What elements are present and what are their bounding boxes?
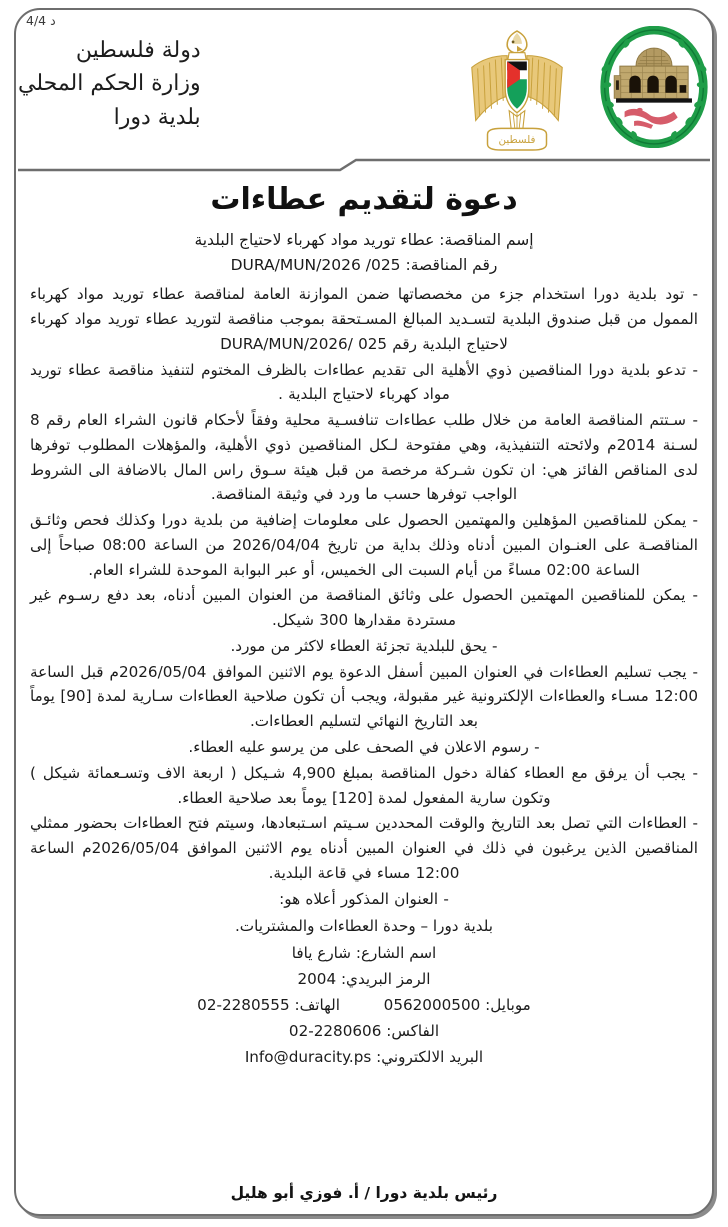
header-separator-rule-icon — [18, 158, 710, 174]
header-line-state: دولة فلسطين — [75, 38, 201, 63]
contact-street — [30, 940, 698, 966]
page-marker: د 4/4 — [26, 13, 56, 28]
tender-number-value: DURA/MUN/2026 /025 — [230, 256, 401, 275]
clause-late-bids-and-opening: - العطاءات التي تصل بعد التاريخ والوقت المحددين سـيتم اسـتبعادها، وسيتم فتح العطاءات بحضور ممثلي المناقصين الذين يرغبون في ذلك في العنوان المبين أدناه يوم الاثنين الموافق 2026/05/04م الساعة 12:00 مساء في قاعة البلدية. — [30, 814, 699, 882]
contact-fax — [30, 1018, 698, 1044]
clause-bid-bond: - يجب أن يرفق مع العطاء كفالة دخول المناقصة بمبلغ 4,900 شـيكل ( اربعة الاف وتسـعمائة شيكل ) وتكون سارية المفعول لمدة [120] يوماً بعد صلاحية العطاء. — [30, 763, 698, 807]
contact-street-value: شارع يافا — [291, 943, 352, 962]
clause-splitting-right: - يحق للبلدية تجزئة العطاء لاكثر من مورد. — [230, 636, 498, 655]
contact-street-label: اسم الشارع: — [355, 943, 437, 962]
clause-document-fee: - يمكن للمناقصين المهتمين الحصول على وثائق المناقصة من العنوان المبين أدناه، بعد دفع رسـوم غير مستردة مقدارها 300 شيكل. — [30, 586, 698, 630]
clause-address-intro: - العنوان المذكور أعلاه هو: — [279, 889, 449, 908]
palestine-state-emblem-icon — [458, 26, 576, 158]
dura-municipality-emblem-icon — [598, 26, 710, 148]
header-separator — [18, 158, 710, 174]
contact-email-label: البريد الالكتروني: — [376, 1048, 484, 1067]
document-header — [18, 18, 710, 166]
contact-postal-label: الرمز البريدي: — [340, 969, 431, 988]
page-title: دعوة لتقديم عطاءات — [210, 182, 518, 217]
tender-number-line — [30, 253, 698, 278]
contact-phone-label: الهاتف: — [294, 995, 340, 1014]
clause-invitation: - تدعو بلدية دورا المناقصين ذوي الأهلية الى تقديم عطاءات بالظرف المختوم لتنفيذ مناقصة عطاء توريد مواد كهرباء لاحتياج البلدية . — [30, 360, 698, 404]
clause-submission-deadline: - يجب تسليم العطاءات في العنوان المبين أسفل الدعوة يوم الاثنين الموافق 2026/05/04م قبل الساعة 12:00 مسـاء والعطاءات الإلكترونية غير مقبولة، ويجب أن تكون صلاحية العطاءات سـارية لمدة [90] يوماً بعد التاريخ النهائي لتسليم العطاءات. — [30, 662, 699, 731]
tender-name-line: إسم المناقصة: عطاء توريد مواد كهرباء لاحتياج البلدية — [194, 231, 534, 249]
tender-identification — [30, 228, 698, 278]
emblem-group — [458, 18, 710, 158]
clause-procurement-law: - سـتتم المناقصة العامة من خلال طلب عطاءات تنافسـية محلية وفقاً لأحكام قانون الشراء العام رقم 8 لسـنة 2014م ولائحته التنفيذية، وهي مفتوحة لـكل المناقصين ذوي الأهلية، والمؤهلات المطلوب توفرها لدى المناقص الفائز هي: ان تكون شـركة مرخصة من قبل هيئة سـوق راس المال بالاضافة الى الشروط الواجب توفرها حسب ما ورد في وثيقة المناقصة. — [30, 411, 698, 504]
contact-email-value: Info@duracity.ps — [244, 1048, 372, 1067]
contact-phone — [197, 992, 340, 1018]
signature-line: رئيس بلدية دورا / أ. فوزي أبو هليل — [230, 1184, 498, 1202]
contact-mobile-value: 0562000500 — [383, 995, 481, 1014]
contact-postal-value: 2004 — [297, 969, 337, 988]
document-body — [30, 228, 698, 1070]
header-authority-text — [18, 34, 201, 134]
clause-inspection-hours: - يمكن للمناقصين المؤهلين والمهتمين الحصول على معلومات إضافية من بلدية دورا وكذلك فحص وثائـق المناقصـة على العنـوان المبين أدناه وذلك بداية من تاريخ 2026/04/04 من الساعة 08:00 صباحاً إلى الساعة 02:00 مساءً من أيام السبت الى الخميس، أو عبر البوابة الموحدة للشراء العام. — [30, 511, 699, 579]
contact-phone-mobile — [30, 992, 698, 1018]
contact-phone-value: 02-2280555 — [197, 995, 290, 1014]
contact-mobile — [384, 992, 531, 1018]
contact-fax-value: 02-2280606 — [288, 1021, 382, 1040]
tender-number-label: رقم المناقصة: — [405, 256, 498, 275]
svg-text:فلسطين: فلسطين — [498, 134, 536, 147]
contact-postal — [30, 966, 698, 992]
header-line-ministry: وزارة الحكم المحلي — [18, 71, 201, 97]
clause-funding: - تود بلدية دورا استخدام جزء من مخصصاتها ضمن الموازنة العامة لمناقصة عطاء توريد مواد كهرباء الممول من قبل صندوق البلدية لتسـديد المبالغ المسـتحقة بموجب مناقصة لتوريد عطاء توريد مواد كهرباء لاحتياج البلدية رقم 025 /DURA/MUN/2026 — [30, 285, 698, 353]
contact-mobile-label: موبايل: — [485, 995, 531, 1014]
contact-email — [30, 1044, 698, 1070]
contact-fax-label: الفاكس: — [386, 1021, 440, 1040]
contact-block — [30, 913, 698, 1070]
header-line-municipality: بلدية دورا — [113, 104, 201, 130]
contact-entity: بلدية دورا – وحدة العطاءات والمشتريات. — [234, 917, 493, 936]
clause-advert-fees: - رسوم الاعلان في الصحف على من يرسو عليه العطاء. — [188, 738, 540, 756]
